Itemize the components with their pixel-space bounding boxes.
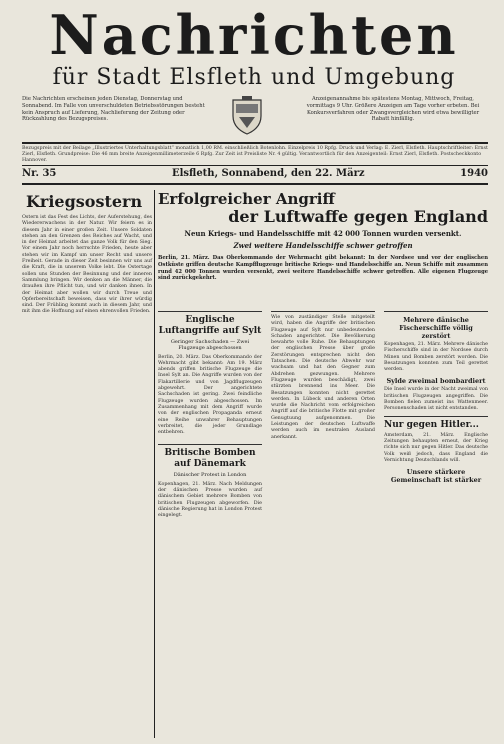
divider xyxy=(158,311,262,312)
article-text: Berlin, 20. März. Das Oberkommando der Wehrmacht gibt bekannt: Am 19. März abends griffen britische Flugzeuge die Insel Sylt an. Die Angriffe wurden von der Flakartillerie und von Jagdflugzeugen abgewehrt. Der angerichtete Sachschaden ist gering. Zwei feindliche Flugzeuge wurden abgeschossen. Im Zusammenhang mit dem Angriff wurde von der englischen Propaganda erneut eine Reihe unwahrer Behauptungen verbreitet, die jeder Grundlage entbehren. xyxy=(158,354,262,436)
coat-of-arms-icon xyxy=(230,96,264,136)
divider xyxy=(384,416,488,417)
place-date: Elsfleth, Sonnabend, den 22. März xyxy=(172,168,365,179)
article-heading: Sylde zweimal bombardiert xyxy=(386,377,486,386)
article-heading: Kriegsostern xyxy=(26,192,143,211)
column-a xyxy=(158,308,262,520)
article-heading: Britische Bomben auf Dänemark xyxy=(164,448,256,470)
divider xyxy=(22,165,488,166)
divider xyxy=(271,311,375,312)
article-heading: Unsere stärkere Gemeinschaft ist stärker xyxy=(390,468,482,485)
article-text: Kopenhagen, 21. März. Mehrere dänische Fischerschiffe sind in der Nordsee durch Minen und Bomben zerstört worden. Die Besatzungen konnten zum Teil gerettet werden. xyxy=(384,342,488,373)
issue-number: Nr. 35 xyxy=(22,168,57,179)
info-row xyxy=(22,96,488,140)
article-heading: Englische Luftangriffe auf Sylt xyxy=(158,315,262,336)
article-heading: Mehrere dänische Fischerschiffe völlig zerstört xyxy=(399,316,473,340)
column-b xyxy=(271,308,375,441)
article-text: Amsterdam, 21. März. Englische Zeitungen behaupten erneut, der Krieg richte sich nur gegen Hitler. Das deutsche Volk weiß jedoch, dass England die Vernichtung Deutschlands will. xyxy=(384,432,488,463)
divider xyxy=(22,142,488,144)
article-heading: Nur gegen Hitler... xyxy=(384,419,479,430)
divider xyxy=(22,183,488,185)
article-text: Wie von zuständiger Stelle mitgeteilt wird, haben die Angriffe der britischen Flugzeuge auf Sylt nur unbedeutenden Schaden angerichtet. Die Bevölkerung bewahrte volle Ruhe. Die Behauptungen der englischen Presse über große Zerstörungen entsprechen nicht den Tatsachen. Die deutsche Abwehr war wachsam und hat den Gegner zum Abdrehen gezwungen. Mehrere Flugzeuge wurden beschädigt, zwei stürzten brennend ins Meer. Die Besatzungen konnten nicht gerettet werden. In Lübeck und anderen Orten wurde die Nachricht vom erfolgreichen Angriff auf die britische Flotte mit großer Genugtuung aufgenommen. Die Leistungen der deutschen Luftwaffe werden auch im neutralen Ausland anerkannt. xyxy=(271,315,375,440)
newspaper-title: Nachrichten xyxy=(49,3,459,67)
column-divider xyxy=(154,190,155,738)
dateline xyxy=(22,168,488,182)
main-lead: Berlin, 21. März. Das Oberkommando der Wehrmacht gibt bekannt: In der Nordsee und vor der englischen Ostküste griffen deutsche Kampfflugzeuge britische Kriegs- und Handelsschiffe an. Neun Schiffe mit zusammen rund 42 000 Tonnen wurden versenkt, zwei weitere Handelsschiffe schwer getroffen. Alle eigenen Flugzeuge sind zurückgekehrt. xyxy=(158,255,488,282)
left-column xyxy=(22,190,152,316)
main-headline-2: der Luftwaffe gegen England xyxy=(228,207,488,226)
main-headline-1: Erfolgreicher Angriff xyxy=(158,190,335,208)
issue-year: 1940 xyxy=(460,168,488,179)
article-subheading: Geringer Sachschaden — Zwei Flugzeuge abgeschossen xyxy=(170,339,250,352)
fine-print: Bezugspreis mit der Beilage „Illustriertes Unterhaltungsblatt“ monatlich 1,00 RM. einschließlich Botenlohn. Einzelpreis 10 Rpfg. Druck und Verlag: E. Zierl, Elsfleth. Hauptschriftleiter: Ernst Zierl, Elsfleth. Grundpreise: Die 46 mm breite Anzeigenmillimeterzeile 6 Rpfg. Zur Zeit ist Preisliste Nr. 4 gültig. Verantwortlich für den Anzeigenteil: Ernst Zierl, Elsfleth. Postscheckkonto Hannover. xyxy=(22,146,488,163)
ad-info: Anzeigenannahme bis spätestens Montag, Mittwoch, Freitag, vormittags 9 Uhr. Größere Anzeigen am Tage vorher erbeten. Bei Konkursverfahren oder Zwangsvergleichen wird etwa bewilligter Rabatt hinfällig. xyxy=(306,96,480,123)
article-text: Die Insel wurde in der Nacht zweimal von britischen Flugzeugen angegriffen. Die Bomben fielen zumeist ins Wattenmeer. Personenschaden ist nicht entstanden. xyxy=(384,387,488,412)
main-subhead-2: Zwei weitere Handelsschiffe schwer getroffen xyxy=(233,241,413,250)
newspaper-subtitle: für Stadt Elsfleth und Umgebung xyxy=(52,65,456,90)
article-text: Kopenhagen, 21. März. Nach Meldungen der dänischen Presse wurden auf dänischem Gebiet mehrere Bomben von britischen Flugzeugen abgeworfen. Die dänische Regierung hat in London Protest eingelegt. xyxy=(158,481,262,519)
main-subhead-1: Neun Kriegs- und Handelsschiffe mit 42 000 Tonnen wurden versenkt. xyxy=(184,229,462,238)
divider xyxy=(384,311,488,312)
masthead xyxy=(14,3,494,90)
article-text: Ostern ist das Fest des Lichts, der Auferstehung, des Wiedererwachens in der Natur. Wir feiern es in diesem Jahr in einer großen Zeit. Unsere Soldaten stehen an den Grenzen des Reiches auf Wacht, und in der Heimat arbeitet das ganze Volk für den Sieg. Vor einem Jahr noch herrschte Frieden, heute aber stehen wir im Kampf um unser Recht und unsere Freiheit. Gerade in dieser Zeit besinnen wir uns auf die Kraft, die in unserem Volke lebt. Die Ostertage sollen uns Stunden der Besinnung und der inneren Sammlung bringen. Wir denken an die Männer, die draußen ihre Pflicht tun, und wir danken ihnen. In der Heimat aber wollen wir durch Treue und Opferbereitschaft beweisen, dass wir ihrer würdig sind. Der Frühling kommt auch in diesem Jahr, und mit ihm die Hoffnung auf einen ehrenvollen Frieden. xyxy=(22,215,152,315)
column-c xyxy=(384,308,488,486)
main-article xyxy=(158,190,488,519)
divider xyxy=(158,444,262,445)
publication-info: Die Nachrichten erscheinen jeden Dienstag, Donnerstag und Sonnabend. Im Falle von unverschuldeten Betriebsstörungen besteht kein Anspruch auf Lieferung, Nachlieferung der Zeitung oder Rückzahlung des Bezugspreises. xyxy=(22,96,205,123)
article-subheading: Dänischer Protest in London xyxy=(173,472,247,479)
